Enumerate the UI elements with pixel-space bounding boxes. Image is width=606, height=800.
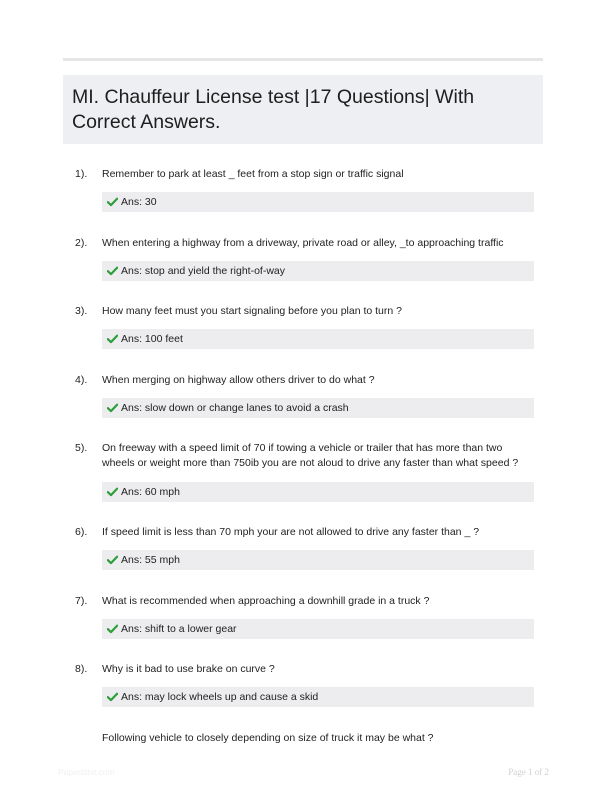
- check-icon: [107, 624, 118, 634]
- answer-box: [102, 192, 534, 212]
- top-divider: [63, 58, 543, 61]
- question-number: 2).: [75, 237, 88, 249]
- answer-text: Ans: may lock wheels up and cause a skid: [121, 691, 319, 703]
- check-icon: [107, 487, 118, 497]
- page-number: Page 1 of 2: [508, 767, 549, 777]
- answer-box: [102, 329, 534, 349]
- answer-box: [102, 398, 534, 418]
- question-text: If speed limit is less than 70 mph your are not allowed to drive any faster than _ ?: [102, 526, 480, 538]
- question-number: 7).: [75, 595, 88, 607]
- question-number: 3).: [75, 305, 88, 317]
- answer-box: [102, 687, 534, 707]
- check-icon: [107, 197, 118, 207]
- question-number: 5).: [75, 442, 88, 454]
- question-text: Why is it bad to use brake on curve ?: [102, 663, 275, 675]
- question-text: On freeway with a speed limit of 70 if towing a vehicle or trailer that has more than two wheels or weight more than 750ib you are not aloud to drive any faster than what speed ?: [102, 442, 519, 469]
- question-number: 8).: [75, 663, 88, 675]
- answer-text: Ans: 60 mph: [121, 486, 180, 498]
- page-title: MI. Chauffeur License test |17 Questions| With Correct Answers.: [72, 86, 475, 133]
- question-text: Following vehicle to closely depending on size of truck it may be what ?: [102, 732, 434, 744]
- answer-text: Ans: 100 feet: [121, 333, 183, 345]
- check-icon: [107, 334, 118, 344]
- answer-box: [102, 482, 534, 502]
- footer-watermark: Papertitbit.com: [58, 767, 115, 777]
- answer-box: [102, 550, 534, 570]
- title-banner: [63, 75, 543, 144]
- answer-text: Ans: shift to a lower gear: [121, 623, 237, 635]
- question-number: 4).: [75, 374, 88, 386]
- answer-text: Ans: 55 mph: [121, 554, 180, 566]
- question-text: Remember to park at least _ feet from a stop sign or traffic signal: [102, 168, 404, 180]
- answer-box: [102, 619, 534, 639]
- question-text: When entering a highway from a driveway, private road or alley, _to approaching traffic: [102, 237, 504, 249]
- check-icon: [107, 403, 118, 413]
- answer-box: [102, 261, 534, 281]
- answer-text: Ans: stop and yield the right-of-way: [121, 265, 286, 277]
- answer-text: Ans: slow down or change lanes to avoid a crash: [121, 402, 349, 414]
- answer-text: Ans: 30: [121, 196, 157, 208]
- question-text: When merging on highway allow others driver to do what ?: [102, 374, 375, 386]
- check-icon: [107, 266, 118, 276]
- question-number: 1).: [75, 168, 88, 180]
- check-icon: [107, 692, 118, 702]
- check-icon: [107, 555, 118, 565]
- question-text: How many feet must you start signaling before you plan to turn ?: [102, 305, 402, 317]
- question-text: What is recommended when approaching a downhill grade in a truck ?: [102, 595, 430, 607]
- question-number: 6).: [75, 526, 88, 538]
